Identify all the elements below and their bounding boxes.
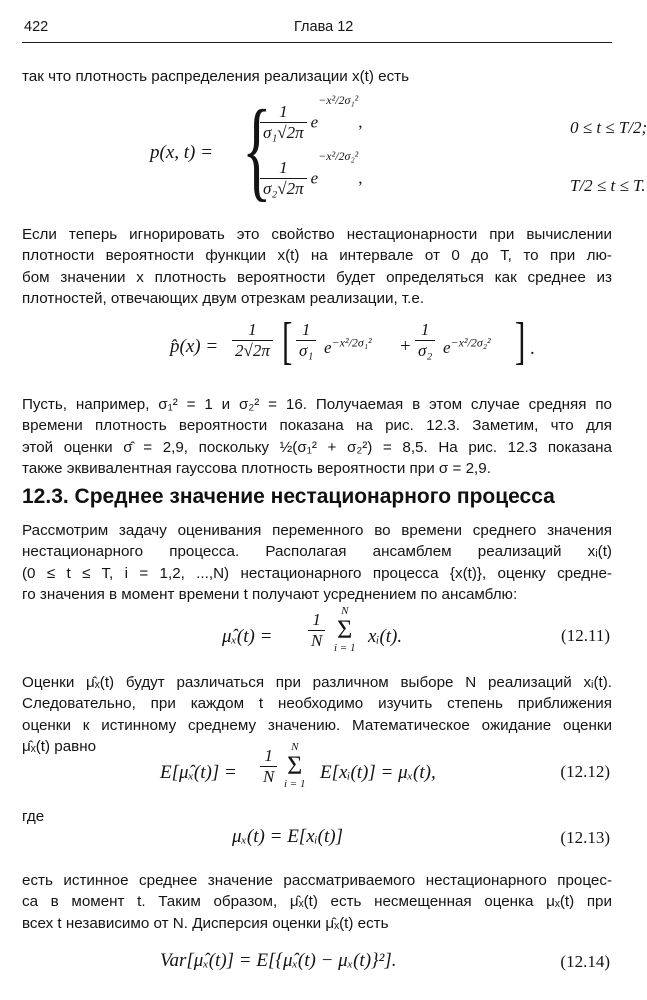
equation-number: (12.12): [560, 762, 610, 781]
equation-12-14: Var[μ̂ₓ(t)] = E[{μ̂ₓ(t) − μₓ(t)}²].: [160, 950, 397, 971]
text-line: μ̂ₓ(t) равно: [22, 737, 97, 755]
right-bracket: ]: [515, 313, 526, 370]
eq1-lhs: p(x, t) =: [150, 142, 213, 163]
eq1-case2: $\frac{1}{\text{σ₂√2π}}$ $e^{-x^2/2\sigma_2^2}$, T/2 ≤ t ≤ T.: [260, 156, 362, 199]
text-line: Оценки μ̂ₓ(t) будут различаться при различном выборе N реализаций xᵢ(t).: [22, 674, 612, 691]
text-line: времени плотность вероятности показана на рис. 12.3. Заметим, что для: [22, 417, 612, 435]
text-line: этой оценки σ̂ = 2,9, поскольку ½(σ₁² + σ₂²) = 8,5. На рис. 12.3 показана: [22, 438, 612, 456]
paragraph-variance: [22, 870, 612, 934]
text-line: Следовательно, при каждом t необходимо изучить степень приближения: [22, 695, 612, 713]
paragraph-example: [22, 394, 612, 479]
equation-number: (12.11): [561, 626, 610, 645]
equation-number: (12.13): [560, 828, 610, 847]
text-line: всех t независимо от N. Дисперсия оценки μ̂ₓ(t) есть: [22, 914, 389, 932]
text-line: Пусть, например, σ₁² = 1 и σ₂² = 16. Получаемая в этом случае средняя по: [22, 396, 612, 413]
equation-averaged-density: p̂(x) = $\frac{1}{2√2\pi}$ [ $\frac{1}{\text{σ₁}}$ $e^{-x^2/2\sigma_1^2}$ + $\frac{1}{\text{σ₂}}$ $e^{-x^2/2\sigma_2^2}$ ] .: [170, 313, 535, 370]
text-line: оценки к истинному среднему значению. Математическое ожидание оценки: [22, 716, 612, 734]
text-line: есть истинное среднее значение рассматриваемого нестационарного процес-: [22, 872, 612, 889]
text-line: где: [22, 808, 45, 825]
running-header: [22, 16, 612, 43]
equation-number: (12.14): [560, 952, 610, 971]
paragraph-where: [22, 806, 612, 827]
equation-piecewise-density: [150, 88, 647, 212]
text-line: са в момент t. Таким образом, μ̂ₓ(t) есть несмещенная оценка μₓ(t) при: [22, 893, 612, 911]
text-line: го значения в момент времени t получают усреднением по ансамблю:: [22, 585, 518, 603]
paragraph-mean-estimation: [22, 520, 612, 605]
text-line: бом значении x плотность вероятности будет определяться как среднее из: [22, 268, 612, 286]
equation-12-11: μ̂ₓ(t) = $\frac{1}{N}$ N Σ i = 1 xᵢ(t).: [222, 605, 403, 654]
chapter-title: Глава 12: [294, 19, 354, 35]
text-line: плотностей, отвечающих двум отрезкам реализации, т.е.: [22, 289, 425, 307]
paragraph-ignore-nonstationarity: [22, 224, 612, 309]
text-line: так что плотность распределения реализации x(t) есть: [22, 68, 410, 85]
text-line: (0 ≤ t ≤ T, i = 1,2, ...,N) нестационарного процесса {x(t)}, оценку средне-: [22, 564, 612, 582]
text-line: Рассмотрим задачу оценивания переменного во времени среднего значения: [22, 522, 612, 539]
left-bracket: [: [282, 313, 293, 370]
text-line: нестационарного процесса. Располагая ансамблем реализаций xᵢ(t): [22, 543, 612, 561]
equation-12-12: E[μ̂ₓ(t)] = $\frac{1}{N}$ N Σ i = 1 E[xᵢ(t)] = μₓ(t),: [160, 741, 436, 790]
eq1-case1: $\frac{1}{\text{σ₁√2π}}$ $e^{-x^2/2\sigma_1^2}$, 0 ≤ t ≤ T/2;: [260, 100, 362, 143]
text-line: Если теперь игнорировать это свойство нестационарности при вычислении: [22, 226, 612, 243]
equation-12-13: μₓ(t) = E[xᵢ(t)]: [232, 826, 343, 847]
left-brace: {: [242, 88, 272, 212]
paragraph-intro: [22, 66, 612, 87]
page-number: 422: [24, 19, 49, 35]
text-line: также эквивалентная гауссова плотность вероятности при σ = 2,9.: [22, 459, 491, 477]
section-heading: 12.3. Среднее значение нестационарного процесса: [22, 485, 555, 508]
text-line: плотности вероятности функции x(t) на интервале от 0 до T, то при лю-: [22, 247, 612, 265]
